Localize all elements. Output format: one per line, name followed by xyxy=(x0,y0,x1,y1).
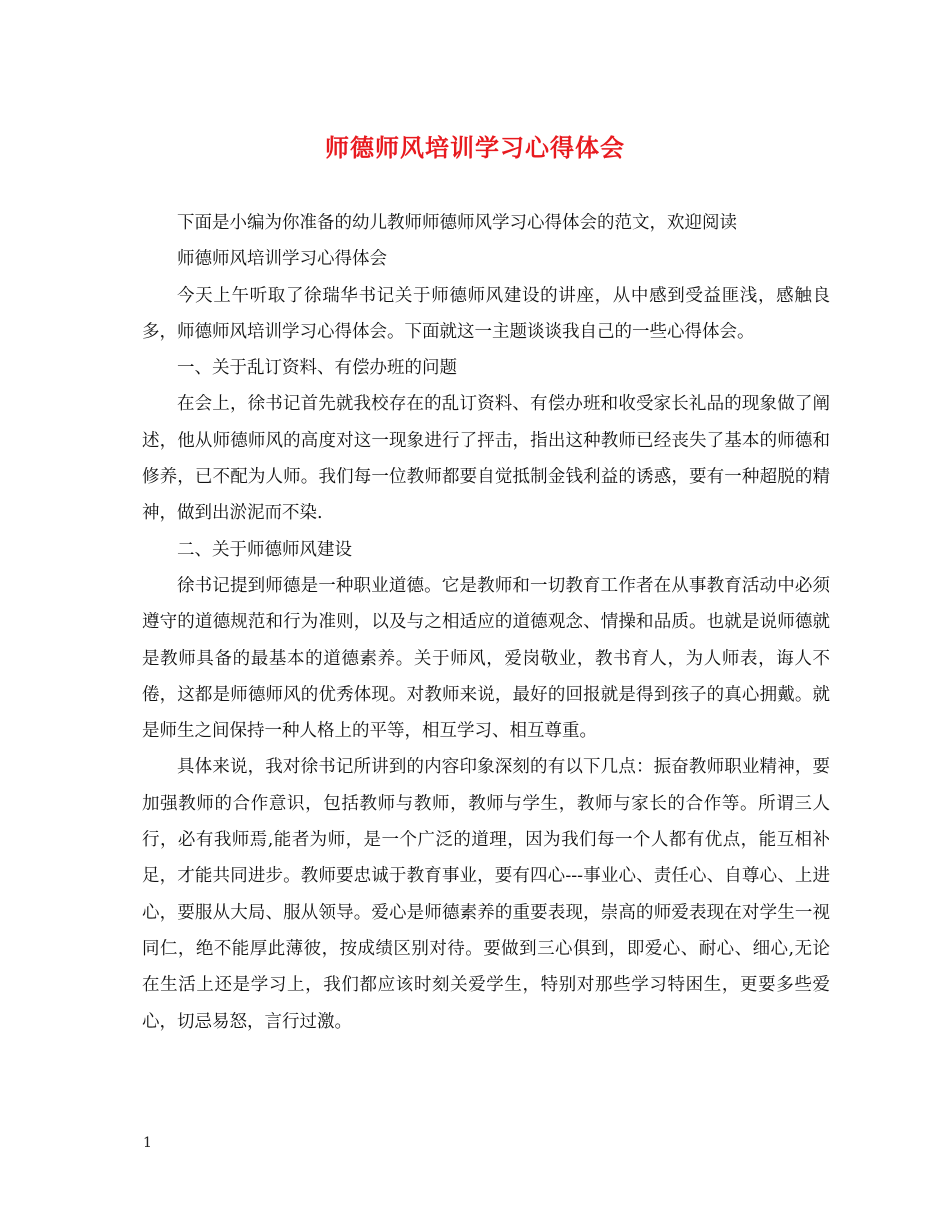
intro-paragraph: 下面是小编为你准备的幼儿教师师德师风学习心得体会的范文，欢迎阅读 xyxy=(177,213,737,233)
page-number: 1 xyxy=(143,1135,152,1151)
document-title: 师德师风培训学习心得体会 xyxy=(325,133,625,162)
document-body xyxy=(142,205,830,1040)
detail-paragraph: 具体来说，我对徐书记所讲到的内容印象深刻的有以下几点：振奋教师职业精神，要加强教师的合作意识，包括教师与教师，教师与学生，教师与家长的合作等。所谓三人行，必有我师焉,能者为师，是一个广泛的道理，因为我们每一个人都有优点，能互相补足，才能共同进步。教师要忠诚于教育事业，要有四心---事业心、责任心、自尊心、上进心，要服从大局、服从领导。爱心是师德素养的重要表现，崇高的师爱表现在对学生一视同仁，绝不能厚此薄彼，按成绩区别对待。要做到三心俱到，即爱心、耐心、细心,无论在生活上还是学习上，我们都应该时刻关爱学生，特别对那些学习特困生，更要多些爱心，切忌易怒，言行过激。 xyxy=(142,757,830,1032)
section-heading-2: 二、关于师德师风建设 xyxy=(177,539,352,560)
section-heading-1: 一、关于乱订资料、有偿办班的问题 xyxy=(177,358,457,379)
subtitle-paragraph: 师德师风培训学习心得体会 xyxy=(177,249,387,270)
section-paragraph-1: 在会上，徐书记首先就我校存在的乱订资料、有偿办班和收受家长礼品的现象做了阐述，他从师德师风的高度对这一现象进行了抨击，指出这种教师已经丧失了基本的师德和修养，已不配为人师。我们每一位教师都要自觉抵制金钱利益的诱惑，要有一种超脱的精神，做到出淤泥而不染. xyxy=(142,394,830,524)
section-paragraph-2: 徐书记提到师德是一种职业道德。它是教师和一切教育工作者在从事教育活动中必须遵守的道德规范和行为准则，以及与之相适应的道德观念、情操和品质。也就是说师德就是教师具备的最基本的道德素养。关于师风，爱岗敬业，教书育人，为人师表，诲人不倦，这都是师德师风的优秀体现。对教师来说，最好的回报就是得到孩子的真心拥戴。就是师生之间保持一种人格上的平等，相互学习、相互尊重。 xyxy=(142,575,830,742)
opening-paragraph: 今天上午听取了徐瑞华书记关于师德师风建设的讲座，从中感到受益匪浅，感触良多，师德师风培训学习心得体会。下面就这一主题谈谈我自己的一些心得体会。 xyxy=(142,285,830,342)
